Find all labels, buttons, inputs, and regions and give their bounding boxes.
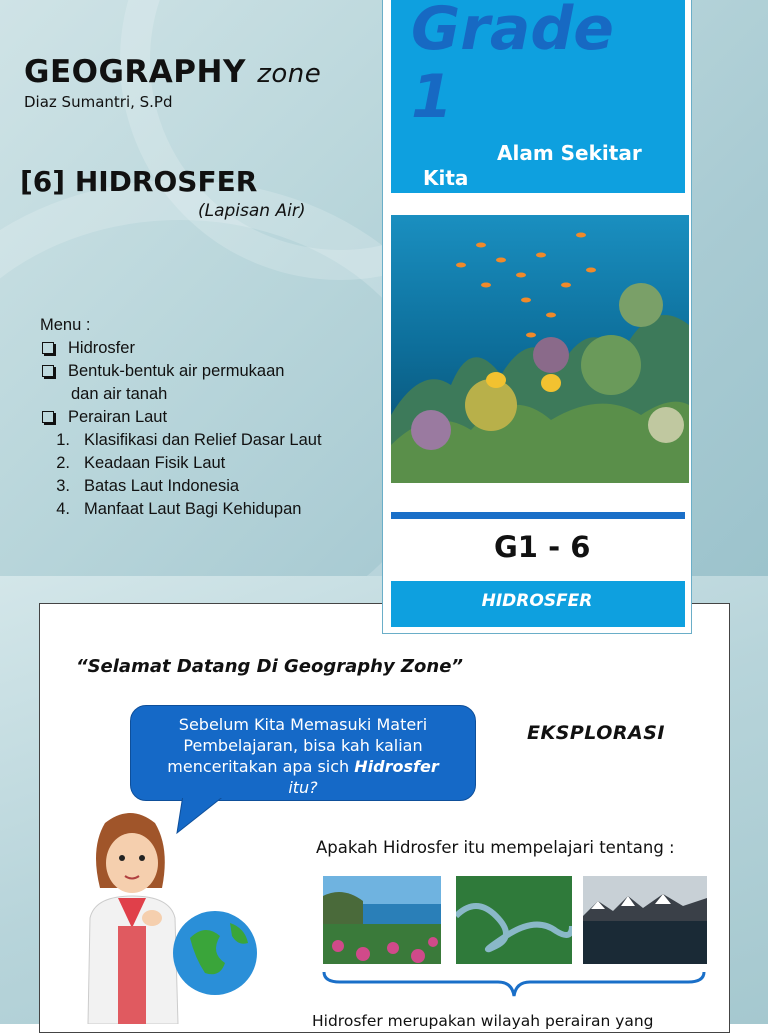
submenu-item[interactable]: 3. Batas Laut Indonesia	[56, 477, 240, 495]
checkbox-icon	[42, 342, 54, 354]
definition-text: Hidrosfer merupakan wilayah perairan yang	[312, 1012, 654, 1030]
cover-line-1: Alam Sekitar	[497, 141, 642, 165]
chapter-subtitle: (Lapisan Air)	[198, 201, 306, 221]
welcome-heading: “Selamat Datang Di Geography Zone”	[76, 656, 464, 677]
coral-reef-image	[391, 215, 689, 483]
menu-item[interactable]: Perairan Laut	[40, 406, 322, 429]
checkbox-icon	[42, 365, 54, 377]
cover-stripe	[391, 512, 685, 519]
chapter-title: [6] HIDROSFER	[20, 165, 258, 198]
river-image	[456, 876, 572, 964]
menu-item[interactable]: Hidrosfer	[40, 337, 322, 360]
checkbox-icon	[42, 411, 54, 423]
teacher-with-globe-illustration	[70, 808, 260, 1024]
speech-bubble: Sebelum Kita Memasuki Materi Pembelajaran, bisa kah kalian menceritakan apa sich Hidrosfer itu?	[130, 705, 476, 801]
section-label: EKSPLORASI	[527, 722, 665, 744]
menu-item-continued: dan air tanah	[71, 385, 168, 403]
cover-line-2: Kita	[423, 166, 469, 190]
menu-item[interactable]: Bentuk-bentuk air permukaan	[40, 360, 322, 383]
app-title: GEOGRAPHY zone	[24, 54, 322, 90]
coast-image	[323, 876, 441, 964]
author-name: Diaz Sumantri, S.Pd	[24, 93, 173, 111]
cover-tag: HIDROSFER	[481, 591, 593, 611]
menu-list	[40, 314, 322, 521]
submenu-item[interactable]: 1. Klasifikasi dan Relief Dasar Laut	[56, 431, 322, 449]
submenu-item[interactable]: 4. Manfaat Laut Bagi Kehidupan	[56, 500, 302, 518]
chapter-code: G1 - 6	[494, 530, 591, 564]
menu-heading: Menu :	[40, 316, 91, 334]
grade-label: Grade 1	[411, 0, 614, 132]
question-text: Apakah Hidrosfer itu mempelajari tentang :	[316, 838, 675, 857]
curly-brace-icon	[320, 968, 708, 1002]
ice-lake-image	[583, 876, 707, 964]
submenu-item[interactable]: 2. Keadaan Fisik Laut	[56, 454, 226, 472]
